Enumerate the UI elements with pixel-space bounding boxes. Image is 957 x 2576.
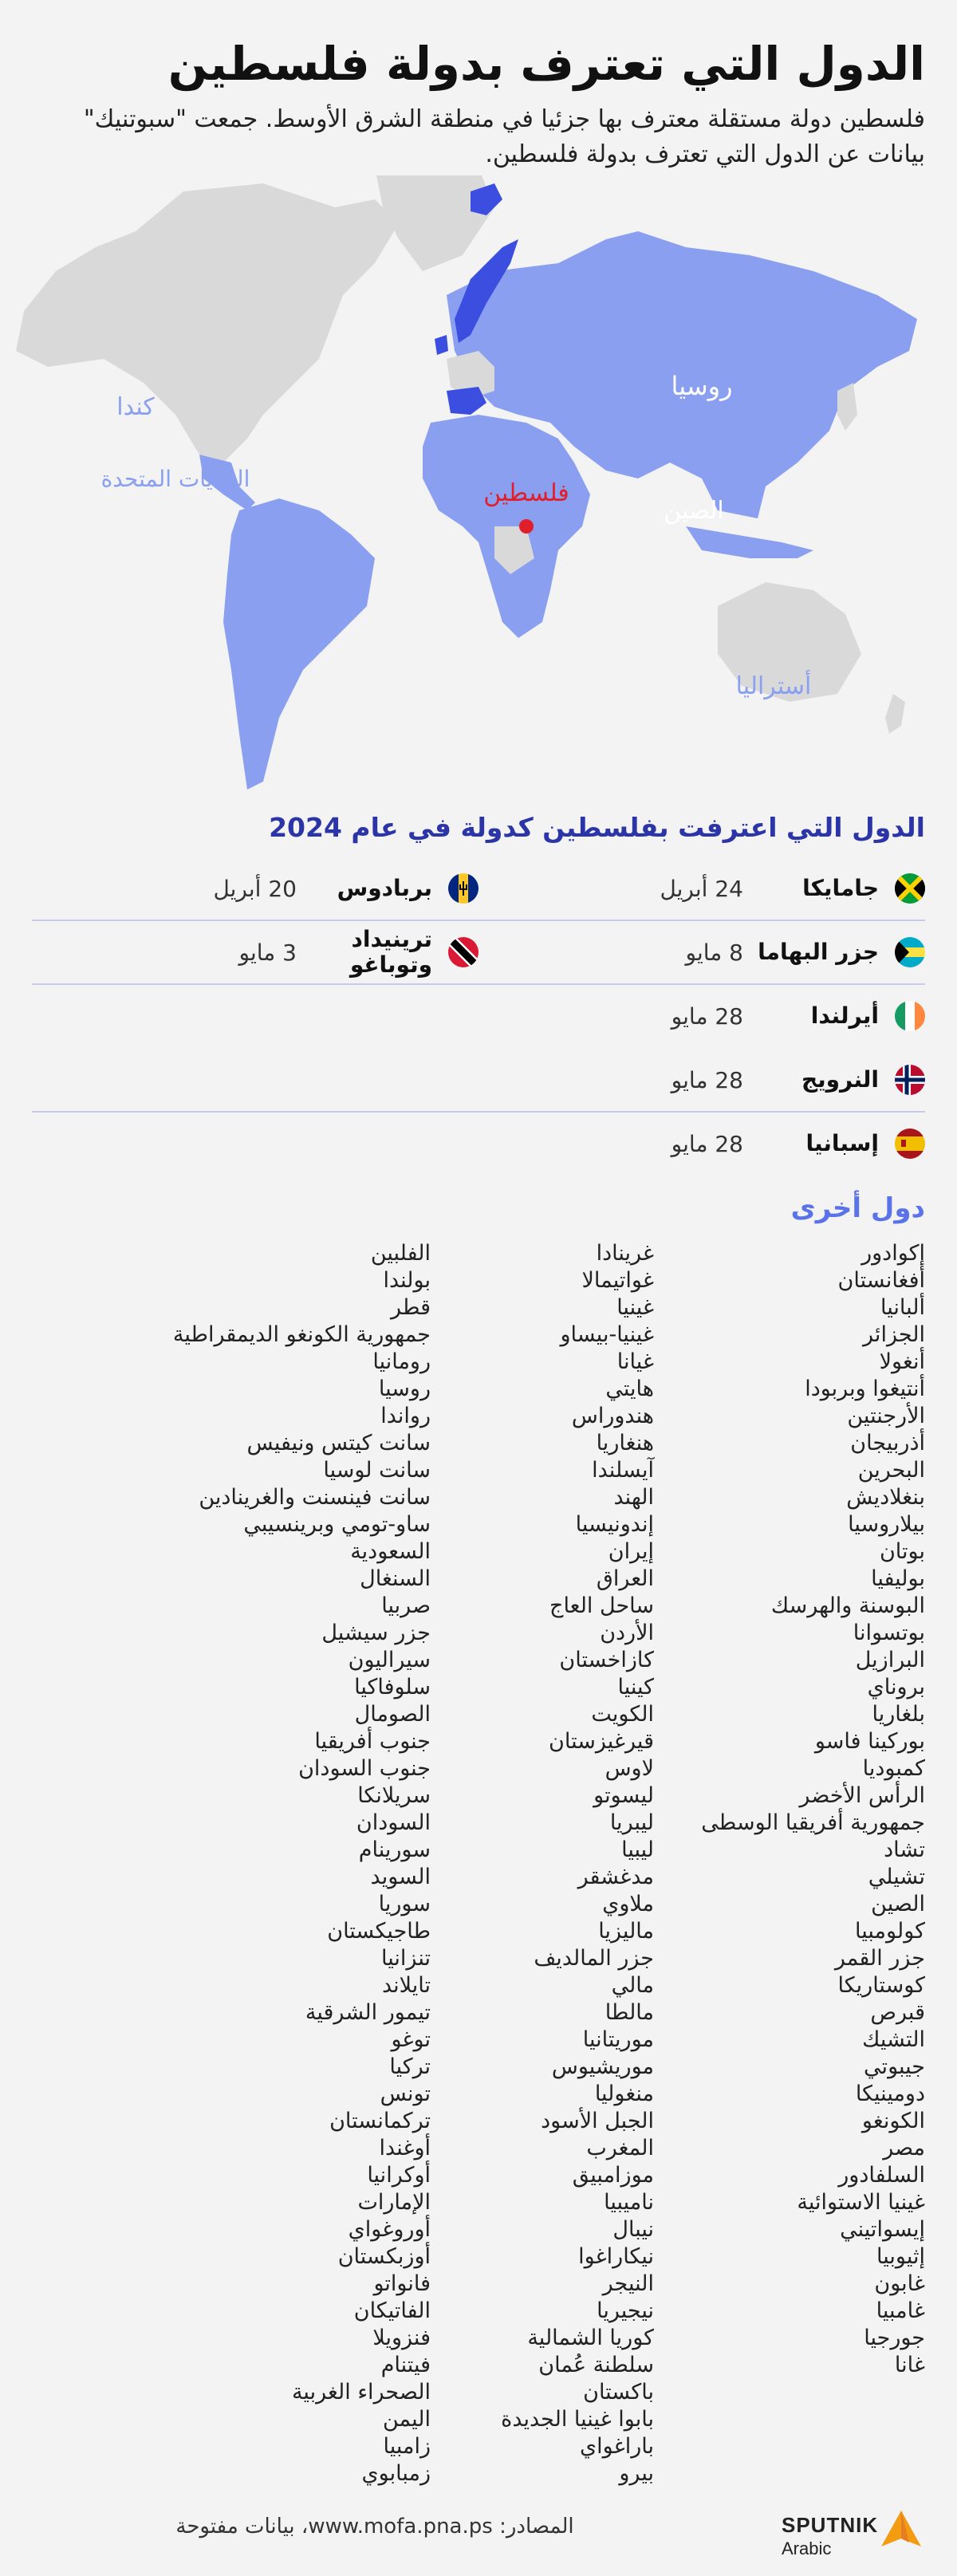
list-item: نيجيريا	[597, 2298, 654, 2323]
map-japan	[837, 383, 857, 431]
country-name: ترينيداد وتوباغو	[349, 926, 432, 978]
list-item: جزر سيشيل	[321, 1621, 431, 1645]
world-map	[0, 175, 957, 813]
list-item: غابون	[874, 2271, 925, 2296]
list-item: تشاد	[884, 1837, 925, 1862]
list-item: البرازيل	[855, 1648, 925, 1672]
list-item: بوتان	[879, 1539, 925, 1564]
logo-word: SPUTNIK	[782, 2513, 879, 2537]
table-row	[32, 985, 925, 1049]
list-item: النيجر	[602, 2271, 654, 2296]
list-item: ناميبيا	[604, 2190, 654, 2215]
country-name: النرويج	[801, 1066, 879, 1093]
list-item: غينيا	[616, 1295, 654, 1320]
list-item: سوريا	[378, 1892, 431, 1916]
list-item: لاوس	[605, 1756, 654, 1781]
list-item: سلوفاكيا	[354, 1675, 431, 1700]
list-item: غينيا الاستوائية	[797, 2190, 925, 2215]
country-cell	[478, 985, 925, 1047]
palestine-marker	[519, 519, 534, 534]
list-item: موريشيوس	[551, 2054, 654, 2079]
recognition-date: 8 مايو	[685, 939, 743, 966]
list-item: باراغواي	[580, 2434, 654, 2459]
country-cell	[478, 1049, 925, 1111]
list-item: الإمارات	[357, 2190, 431, 2215]
list-item: فيتنام	[380, 2353, 431, 2377]
other-countries-title: دول أخرى	[790, 1192, 925, 1224]
list-item: الصحراء الغربية	[291, 2380, 431, 2405]
list-item: أوروغواي	[348, 2217, 431, 2242]
map-label-australia: أستراليا	[735, 672, 812, 700]
list-item: أنغولا	[879, 1349, 925, 1374]
country-cell	[478, 921, 925, 983]
trinidad-flag-icon	[448, 937, 478, 967]
jamaica-flag-icon	[895, 873, 925, 904]
list-item: توغو	[391, 2027, 431, 2052]
recognition-date: 3 مايو	[238, 939, 297, 966]
list-item: الجبل الأسود	[541, 2109, 654, 2133]
list-item: جمهورية أفريقيا الوسطى	[701, 1810, 925, 1835]
list-item: جنوب السودان	[298, 1756, 431, 1781]
list-item: الهند	[613, 1485, 654, 1510]
country-name: بربادوس	[337, 875, 432, 901]
list-item: ساو-تومي وبرينسيبي	[243, 1512, 431, 1537]
recognition-date: 28 مايو	[671, 1066, 743, 1093]
list-item: أوكرانيا	[367, 2163, 431, 2188]
list-item: مدغشقر	[577, 1865, 654, 1889]
list-item: آيسلندا	[592, 1458, 654, 1483]
sputnik-logo-icon	[877, 2507, 925, 2554]
list-item: فنزويلا	[372, 2326, 431, 2350]
list-item: سلطنة عُمان	[538, 2353, 654, 2377]
map-label-usa	[101, 466, 250, 492]
list-item: الفلبين	[370, 1241, 431, 1266]
list-item: اليمن	[382, 2407, 431, 2432]
list-item: إيسواتيني	[840, 2217, 925, 2242]
list-item: إيران	[608, 1539, 654, 1564]
list-item: الصين	[871, 1892, 925, 1916]
sources-text: المصادر: www.mofa.pna.ps، بيانات مفتوحة	[175, 2515, 574, 2539]
list-item: موريتانيا	[582, 2027, 654, 2052]
list-item: كينيا	[617, 1675, 654, 1700]
list-item: جورجيا	[864, 2326, 925, 2350]
countries-column-3	[173, 1240, 431, 2487]
list-item: السنغال	[360, 1566, 431, 1591]
list-item: غواتيمالا	[581, 1268, 654, 1293]
world-map-svg	[0, 175, 957, 813]
bahamas-flag-icon	[895, 937, 925, 967]
country-cell	[478, 1113, 925, 1175]
list-item: زامبيا	[383, 2434, 431, 2459]
list-item: كوستاريكا	[837, 1973, 925, 1998]
list-item: بوليفيا	[871, 1566, 925, 1591]
map-spain	[447, 387, 486, 415]
list-item: مصر	[883, 2136, 925, 2160]
list-item: ليبريا	[609, 1810, 654, 1835]
logo-sub: Arabic	[782, 2539, 832, 2558]
list-item: السلفادور	[838, 2163, 925, 2188]
list-item: صربيا	[381, 1593, 431, 1618]
country-cell	[32, 857, 478, 920]
recognition-date: 20 أبريل	[213, 875, 297, 902]
list-item: بيلاروسيا	[848, 1512, 925, 1537]
sputnik-logo	[782, 2507, 925, 2562]
list-item: كولومبيا	[855, 1919, 925, 1944]
list-item: تنزانيا	[381, 1946, 431, 1971]
recognized-2024-title: الدول التي اعترفت بفلسطين كدولة في عام 2024	[269, 812, 925, 843]
list-item: ليسوتو	[593, 1783, 654, 1808]
list-item: تشيلي	[868, 1865, 925, 1889]
list-item: التشيك	[862, 2027, 925, 2052]
list-item: تايلاند	[381, 1973, 431, 1998]
table-row	[32, 921, 925, 985]
list-item: المغرب	[586, 2136, 654, 2160]
map-label-palestine: فلسطين	[483, 479, 569, 507]
list-item: جنوب أفريقيا	[314, 1729, 431, 1754]
list-item: بولندا	[383, 1268, 431, 1293]
page-subtitle: فلسطين دولة مستقلة معترف بها جزئيا في منطقة الشرق الأوسط. جمعت "سبوتنيك" بيانات عن الدول التي تعترف بدولة فلسطين.	[83, 105, 925, 168]
list-item: فانواتو	[373, 2271, 431, 2296]
list-item: رومانيا	[372, 1349, 431, 1374]
list-item: سانت لوسيا	[323, 1458, 431, 1483]
barbados-flag-icon	[448, 873, 478, 904]
list-item: ملاوي	[602, 1892, 654, 1916]
map-se-asia	[686, 526, 813, 558]
list-item: الجزائر	[863, 1322, 925, 1347]
list-item: مالي	[611, 1973, 654, 1998]
list-item: تركمانستان	[329, 2109, 431, 2133]
table-row	[32, 1113, 925, 1176]
list-item: منغوليا	[594, 2082, 654, 2106]
list-item: طاجيكستان	[327, 1919, 431, 1944]
list-item: غرينادا	[596, 1241, 654, 1266]
recognition-date: 24 أبريل	[660, 875, 743, 902]
list-item: غانا	[894, 2353, 925, 2377]
list-item: ماليزيا	[598, 1919, 654, 1944]
countries-column-2	[501, 1240, 654, 2487]
list-item: قطر	[391, 1295, 431, 1320]
list-item: بيرو	[619, 2461, 654, 2486]
list-item: العراق	[596, 1566, 654, 1591]
list-item: بابوا غينيا الجديدة	[501, 2407, 654, 2432]
list-item: سانت كيتس ونيفيس	[246, 1431, 431, 1455]
map-south-america	[223, 498, 375, 790]
list-item: الأردن	[600, 1621, 654, 1645]
list-item: الرأس الأخضر	[799, 1783, 925, 1808]
list-item: ألبانيا	[880, 1295, 925, 1320]
list-item: سانت فينسنت والغرينادين	[199, 1485, 431, 1510]
list-item: أنتيغوا وبربودا	[805, 1377, 925, 1401]
list-item: هندوراس	[571, 1404, 654, 1428]
list-item: كمبوديا	[862, 1756, 925, 1781]
list-item: دومينيكا	[855, 2082, 925, 2106]
list-item: تيمور الشرقية	[305, 2000, 431, 2025]
list-item: غينيا-بيساو	[560, 1322, 654, 1347]
list-item: مالطا	[605, 2000, 654, 2025]
list-item: سيراليون	[348, 1648, 431, 1672]
table-row	[32, 857, 925, 921]
list-item: السويد	[370, 1865, 431, 1889]
list-item: أفغانستان	[837, 1268, 925, 1293]
list-item: بوركينا فاسو	[814, 1729, 925, 1754]
spain-flag-icon	[895, 1128, 925, 1159]
footer	[0, 2492, 957, 2576]
list-item: كوريا الشمالية	[527, 2326, 654, 2350]
list-item: الفاتيكان	[353, 2298, 431, 2323]
list-item: قيرغيزستان	[549, 1729, 654, 1754]
list-item: بنغلاديش	[846, 1485, 925, 1510]
country-name: إسبانيا	[805, 1130, 879, 1156]
list-item: إندونيسيا	[575, 1512, 654, 1537]
map-label-china: الصين	[664, 497, 724, 525]
list-item: بلغاريا	[872, 1702, 925, 1727]
list-item: إثيوبيا	[876, 2244, 925, 2269]
recognition-date: 28 مايو	[671, 1002, 743, 1030]
list-item: أذربيجان	[850, 1431, 925, 1455]
list-item: البوسنة والهرسك	[770, 1593, 925, 1618]
map-label-canada: كندا	[116, 393, 155, 421]
country-name: جامايكا	[802, 875, 879, 901]
list-item: كازاخستان	[559, 1648, 654, 1672]
list-item: تونس	[380, 2082, 431, 2106]
list-item: جمهورية الكونغو الديمقراطية	[172, 1322, 431, 1347]
list-item: تركيا	[389, 2054, 431, 2079]
list-item: نيكاراغوا	[578, 2244, 654, 2269]
table-row	[32, 1049, 925, 1113]
recognition-date: 28 مايو	[671, 1130, 743, 1157]
list-item: هايتي	[605, 1377, 654, 1401]
list-item: بوتسوانا	[853, 1621, 925, 1645]
country-cell	[32, 921, 478, 983]
list-item: جزر المالديف	[534, 1946, 654, 1971]
list-item: البحرين	[857, 1458, 925, 1483]
list-item: زمبابوي	[361, 2461, 431, 2486]
list-item: الأرجنتين	[847, 1404, 925, 1428]
country-name: أيرلندا	[810, 1002, 879, 1029]
list-item: بروناي	[867, 1675, 925, 1700]
list-item: أوغندا	[379, 2136, 431, 2160]
list-item: سريلانكا	[357, 1783, 431, 1808]
list-item: جزر القمر	[834, 1946, 925, 1971]
recognized-2024-table	[32, 857, 925, 1176]
list-item: غيانا	[616, 1349, 654, 1374]
list-item: إكوادور	[861, 1241, 925, 1266]
list-item: جيبوتي	[864, 2054, 925, 2079]
list-item: غامبيا	[876, 2298, 925, 2323]
list-item: السعودية	[350, 1539, 431, 1564]
list-item: باكستان	[583, 2380, 654, 2405]
list-item: نيبال	[612, 2217, 654, 2242]
list-item: الصومال	[354, 1702, 431, 1727]
list-item: موزامبيق	[572, 2163, 654, 2188]
list-item: أوزبكستان	[337, 2244, 431, 2269]
list-item: سورينام	[358, 1837, 431, 1862]
list-item: هنغاريا	[596, 1431, 654, 1455]
list-item: الكويت	[591, 1702, 654, 1727]
countries-column-1	[701, 1240, 925, 2379]
list-item: رواندا	[380, 1404, 431, 1428]
list-item: ليبيا	[621, 1837, 654, 1862]
ireland-flag-icon	[895, 1001, 925, 1031]
map-label-usa-line: الولايات المتحدة	[100, 466, 250, 492]
list-item: ساحل العاج	[549, 1593, 654, 1618]
country-cell	[478, 857, 925, 920]
list-item: الكونغو	[861, 2109, 925, 2133]
country-name: جزر البهاما	[758, 939, 879, 965]
list-item: روسيا	[378, 1377, 431, 1401]
map-label-russia: روسيا	[671, 371, 733, 401]
list-item: قبرص	[870, 2000, 925, 2025]
page-title: الدول التي تعترف بدولة فلسطين	[167, 37, 925, 91]
map-ireland	[435, 335, 448, 355]
other-countries-list	[32, 1240, 925, 2492]
norway-flag-icon	[895, 1065, 925, 1095]
map-north-america	[16, 183, 399, 463]
header	[32, 32, 925, 172]
map-new-zealand	[885, 694, 905, 734]
list-item: السودان	[356, 1810, 431, 1835]
